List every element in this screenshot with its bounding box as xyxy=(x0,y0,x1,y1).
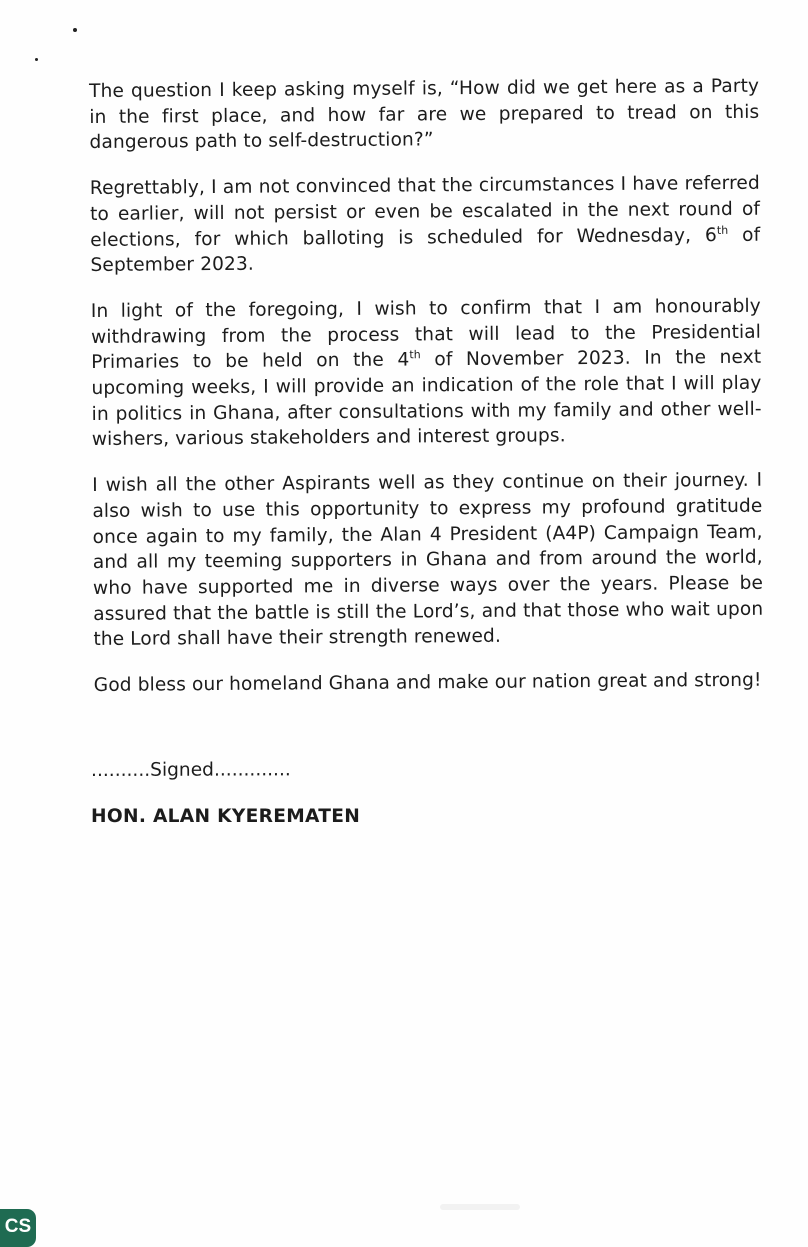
signature-line: ..........Signed............. xyxy=(91,759,291,781)
paragraph-text: I wish all the other Aspirants well as they continue on their journey. I also wish to use this opportunity to express my profound gratitude once again to my family, the Alan 4 President (A4P) Campaign Team, and all my teeming supporters in Ghana and from around the world, who have supported me in diverse ways over the years. Please be assured that the battle is still the Lord’s, and that those who wait upon the Lord shall have their strength renewed. xyxy=(92,469,764,651)
paragraph-text: The question I keep asking myself is, “How did we get here as a Party in the first place, and how far are we prepared to tread on this dangerous path to self-destruction?” xyxy=(89,75,760,154)
paragraph-gratitude xyxy=(92,468,763,653)
paragraph-withdrawal xyxy=(91,294,762,453)
ordinal-suffix: th xyxy=(716,223,729,237)
camscanner-badge: CS xyxy=(0,1209,36,1247)
scan-speck xyxy=(73,28,77,32)
paragraph-text: of September 2023. xyxy=(90,224,761,277)
paragraph-text: Regrettably, I am not convinced that the circumstances I have referred to earlier, will not persist or even be escalated in the next round of elections, for which balloting is scheduled for Wednesday, 6 xyxy=(89,172,761,251)
scan-smudge xyxy=(440,1204,520,1210)
paragraph-text: In light of the foregoing, I wish to confirm that I am honourably withdrawing from the process that will lead to the Presidential Primaries to be held on the 4 xyxy=(90,295,762,374)
paragraph-regrettably xyxy=(90,171,761,279)
ordinal-suffix: th xyxy=(409,348,421,362)
paragraph-blessing xyxy=(94,668,764,699)
letter-body xyxy=(89,74,764,719)
paragraph-text: God bless our homeland Ghana and make our nation great and strong! xyxy=(93,669,762,697)
paragraph-text: of November 2023. In the next upcoming weeks, I will provide an indication of the role that I will play in politics in Ghana, after consultations with my family and other well-wishers, various stakeholders and interest groups. xyxy=(91,347,762,451)
paragraph-question xyxy=(89,74,760,156)
signatory-name: HON. ALAN KYEREMATEN xyxy=(91,806,361,827)
scan-speck xyxy=(35,58,38,61)
